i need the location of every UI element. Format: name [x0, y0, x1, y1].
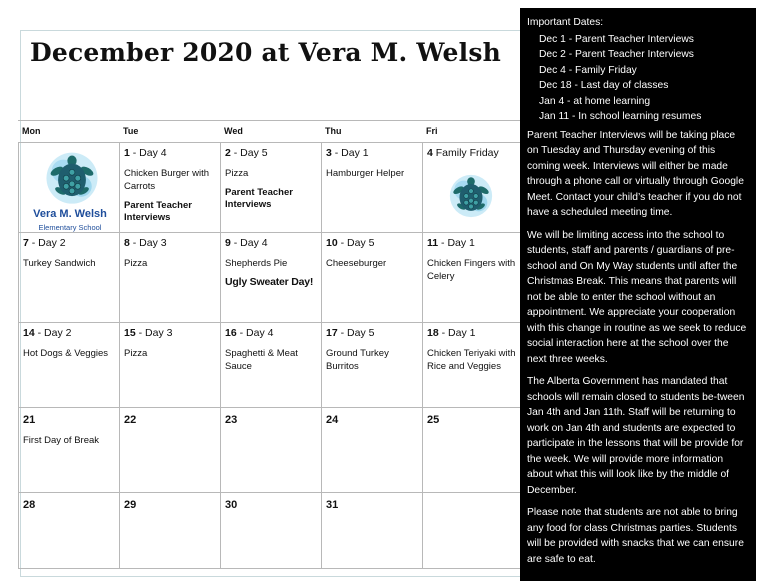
- day-number: [225, 237, 317, 250]
- school-day-label: - Day 1: [438, 237, 475, 249]
- day-number: [326, 499, 418, 512]
- calendar-day-cell: [220, 142, 321, 232]
- school-logo-subtitle: Elementary School: [38, 223, 102, 232]
- weekday-header-fri: Fri: [426, 126, 438, 136]
- day-number: [427, 147, 519, 160]
- day-number: [124, 327, 216, 340]
- calendar-day-cell: [18, 232, 119, 322]
- lunch-menu-item: Cheeseburger: [326, 258, 387, 269]
- date-number: 30: [225, 499, 238, 511]
- important-date-item: Dec 18 - Last day of classes: [539, 80, 669, 91]
- event-label: Parent Teacher Interviews: [124, 200, 192, 223]
- important-date-item: Jan 4 - at home learning: [539, 95, 651, 107]
- important-date-item: Dec 2 - Parent Teacher Interviews: [539, 49, 694, 60]
- weekday-header-wed: Wed: [224, 126, 243, 136]
- calendar-day-cell: [321, 407, 422, 492]
- date-number: 9: [225, 237, 231, 249]
- date-number: 17: [326, 327, 338, 339]
- calendar-day-cell: [18, 492, 119, 568]
- calendar-day-cell: [119, 407, 220, 492]
- school-day-label: Family Friday: [432, 147, 499, 159]
- lunch-menu-item: Shepherds Pie: [225, 258, 288, 269]
- important-dates-heading: Important Dates:: [527, 17, 604, 28]
- date-number: 21: [23, 414, 36, 426]
- school-day-label: - Day 4: [230, 237, 268, 249]
- date-number: 10: [326, 237, 338, 249]
- calendar-day-cell: [119, 492, 220, 568]
- date-number: 1: [124, 147, 130, 159]
- calendar-day-cell: [18, 322, 119, 407]
- day-number: [326, 414, 418, 427]
- important-date-item: Dec 4 - Family Friday: [539, 64, 637, 76]
- calendar-grid: [18, 120, 522, 568]
- calendar-top-rule: [18, 120, 522, 121]
- day-number: [326, 147, 418, 160]
- date-number: 2: [225, 147, 231, 159]
- school-day-label: - Day 1: [438, 327, 476, 339]
- school-day-label: - Day 3: [129, 237, 167, 249]
- day-number: [427, 237, 519, 250]
- important-dates-panel: [520, 8, 756, 581]
- school-day-label: - Day 2: [34, 327, 72, 339]
- lunch-menu-item: Hot Dogs & Veggies: [23, 348, 109, 359]
- calendar-day-cell: [321, 492, 422, 568]
- calendar-day-cell: [119, 142, 220, 232]
- school-logo-name: Vera M. Welsh: [33, 208, 107, 220]
- date-number: 15: [124, 327, 136, 339]
- calendar-day-cell: [18, 142, 119, 232]
- day-number: [225, 327, 317, 340]
- lunch-menu-item: Pizza: [225, 168, 249, 179]
- date-number: 28: [23, 499, 36, 511]
- day-number: [124, 147, 216, 160]
- lunch-menu-item: Chicken Teriyaki with Rice and Veggies: [427, 348, 516, 372]
- weekday-header-tue: Tue: [123, 126, 139, 136]
- special-event-label: Ugly Sweater Day!: [225, 276, 314, 288]
- important-date-item: Dec 1 - Parent Teacher Interviews: [539, 33, 694, 45]
- school-day-label: - Day 5: [337, 327, 375, 339]
- event-label: Parent Teacher Interviews: [225, 187, 293, 210]
- school-day-label: - Day 1: [331, 147, 369, 159]
- school-day-label: - Day 5: [230, 147, 268, 159]
- lunch-menu-item: Chicken Fingers with Celery: [427, 258, 516, 282]
- date-number: 11: [427, 237, 439, 249]
- school-day-label: - Day 5: [337, 237, 375, 249]
- day-number: [23, 499, 115, 512]
- calendar-day-cell: [321, 232, 422, 322]
- important-dates-list: [527, 32, 748, 125]
- school-day-label: - Day 4: [236, 327, 274, 339]
- calendar-day-cell: [422, 407, 523, 492]
- calendar-day-cell: [422, 142, 523, 232]
- calendar-day-cell: [119, 322, 220, 407]
- date-number: 24: [326, 414, 339, 426]
- calendar-day-cell: [321, 322, 422, 407]
- calendar-day-cell: [119, 232, 220, 322]
- lunch-menu-item: Pizza: [124, 348, 148, 359]
- calendar-day-cell: [321, 142, 422, 232]
- lunch-menu-item: Pizza: [124, 258, 148, 269]
- day-number: [225, 499, 317, 512]
- notice-paragraph: We will be limiting access into the school to students, staff and parents / guardians of pre-school and On My Way students until after the Christmas Break. This means that parents will not be able to enter the school without an appointment. We appreciate your cooperation with this change in routine as we seek to reduce social interaction here at the school over the next three weeks.: [527, 229, 747, 365]
- calendar-day-cell: [422, 322, 523, 407]
- lunch-menu-item: First Day of Break: [23, 435, 100, 446]
- day-number: [23, 327, 115, 340]
- turtle-icon: [43, 148, 101, 206]
- date-number: 4: [427, 147, 433, 159]
- date-number: 14: [23, 327, 35, 339]
- notice-paragraph: Parent Teacher Interviews will be taking place on Tuesday and Thursday evening of this coming week. Interviews will either be made through a phone call or virtually through Google Meet. Contact your child’s teacher if you do not have a scheduled meeting time.: [527, 129, 744, 218]
- date-number: 23: [225, 414, 238, 426]
- day-number: [326, 327, 418, 340]
- lunch-menu-item: Chicken Burger with Carrots: [124, 168, 210, 192]
- lunch-menu-item: Ground Turkey Burritos: [326, 348, 389, 372]
- notice-paragraph: The Alberta Government has mandated that schools will remain closed to students be-tween Jan 4th and Jan 11th. Staff will be returning to work on Jan 4th and students are expected to participate in the lessons that will be provide for the week. We will provide more information about what this will look like by the middle of December.: [527, 376, 745, 496]
- calendar-day-cell: [220, 407, 321, 492]
- calendar-day-cell: [18, 407, 119, 492]
- calendar-day-cell: [220, 232, 321, 322]
- important-date-item: Jan 11 - In school learning resumes: [539, 111, 702, 122]
- lunch-menu-item: Spaghetti & Meat Sauce: [225, 348, 298, 372]
- day-number: [427, 327, 519, 340]
- notice-paragraph: Please note that students are not able to bring any food for class Christmas parties. Students will be provided with snacks that we can ensure are safe to eat.: [527, 507, 744, 565]
- weekday-header-mon: Mon: [22, 126, 41, 136]
- date-number: 8: [124, 237, 130, 249]
- date-number: 29: [124, 499, 137, 511]
- date-number: 16: [225, 327, 237, 339]
- day-number: [326, 237, 418, 250]
- lunch-menu-item: Hamburger Helper: [326, 168, 405, 179]
- notice-paragraphs: [527, 128, 748, 568]
- day-number: [124, 237, 216, 250]
- day-number: [225, 147, 317, 160]
- date-number: 7: [23, 237, 29, 249]
- date-number: 31: [326, 499, 339, 511]
- calendar-day-cell: [422, 232, 523, 322]
- weekday-header-thu: Thu: [325, 126, 342, 136]
- page-title: December 2020 at Vera M. Welsh: [30, 38, 502, 67]
- school-day-label: - Day 3: [135, 327, 173, 339]
- turtle-icon: [447, 171, 495, 219]
- date-number: 22: [124, 414, 137, 426]
- calendar-day-cell: [220, 322, 321, 407]
- school-day-label: - Day 2: [28, 237, 66, 249]
- day-number: [23, 414, 115, 427]
- lunch-menu-item: Turkey Sandwich: [23, 258, 96, 269]
- date-number: 25: [427, 414, 440, 426]
- calendar-bottom-rule: [18, 568, 522, 569]
- day-number: [225, 414, 317, 427]
- day-number: [427, 414, 519, 427]
- day-number: [124, 414, 216, 427]
- school-day-label: - Day 4: [129, 147, 167, 159]
- calendar-day-cell: [220, 492, 321, 568]
- date-number: 3: [326, 147, 332, 159]
- date-number: 18: [427, 327, 439, 339]
- day-number: [124, 499, 216, 512]
- day-number: [23, 237, 115, 250]
- calendar-day-cell: [422, 492, 523, 568]
